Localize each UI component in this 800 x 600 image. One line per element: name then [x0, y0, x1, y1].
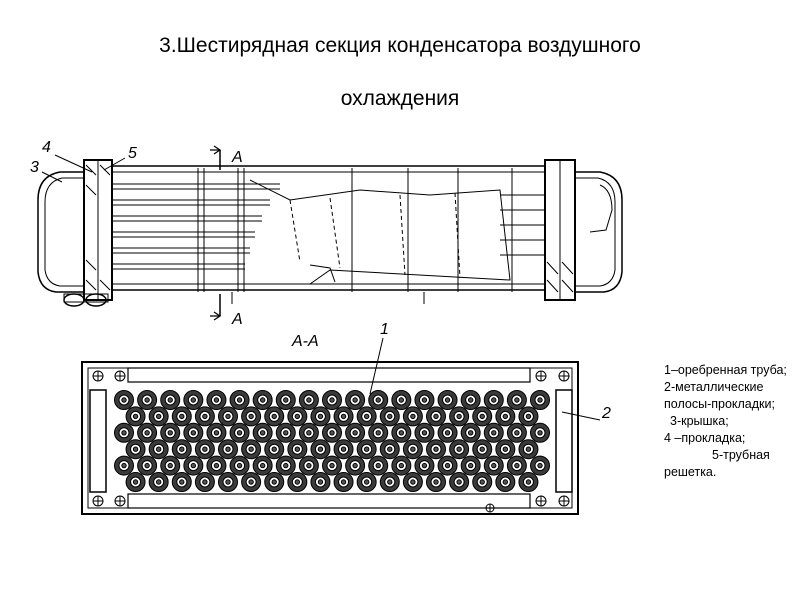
tube-core — [318, 480, 322, 484]
tube-core — [295, 480, 299, 484]
title-line-1: 3.Шестирядная секция конденсатора воздушного — [159, 34, 641, 57]
tube-core — [399, 463, 403, 467]
tube-core — [203, 447, 207, 451]
finned-tube-bundle — [115, 391, 550, 492]
tube-core — [249, 414, 253, 418]
tube-core — [214, 398, 218, 402]
tube-core — [284, 431, 288, 435]
tube-core — [364, 447, 368, 451]
tube-core — [353, 398, 357, 402]
tube-core — [214, 431, 218, 435]
tube-core — [445, 463, 449, 467]
legend-item-1: 1–оребренная труба; — [664, 363, 787, 377]
tube-core — [341, 447, 345, 451]
left-strip — [90, 390, 106, 492]
tube-core — [376, 463, 380, 467]
tube-core — [307, 398, 311, 402]
tube-core — [422, 463, 426, 467]
tube-core — [249, 480, 253, 484]
tube-core — [260, 431, 264, 435]
tube-core — [168, 431, 172, 435]
tube-core — [388, 480, 392, 484]
tube-core — [226, 480, 230, 484]
tube-core — [122, 398, 126, 402]
tube-core — [168, 398, 172, 402]
tube-core — [364, 480, 368, 484]
tube-core — [503, 447, 507, 451]
tube-core — [133, 414, 137, 418]
tube-lines — [112, 184, 545, 269]
tube-core — [260, 398, 264, 402]
tube-core — [214, 463, 218, 467]
tube-core — [156, 447, 160, 451]
tube-core — [411, 480, 415, 484]
tube-core — [180, 414, 184, 418]
callout-4: 4 — [42, 139, 51, 156]
tube-core — [457, 447, 461, 451]
tube-core — [237, 431, 241, 435]
tube-core — [434, 447, 438, 451]
tube-core — [515, 463, 519, 467]
tube-core — [307, 463, 311, 467]
tube-core — [133, 447, 137, 451]
tube-core — [249, 447, 253, 451]
tube-core — [411, 447, 415, 451]
tube-core — [272, 414, 276, 418]
tube-core — [445, 398, 449, 402]
callout-3: 3 — [30, 159, 39, 176]
tube-core — [226, 447, 230, 451]
tube-core — [480, 447, 484, 451]
tube-core — [376, 431, 380, 435]
tube-core — [388, 414, 392, 418]
tube-core — [191, 431, 195, 435]
tube-core — [526, 414, 530, 418]
tube-core — [145, 463, 149, 467]
tube-core — [538, 463, 542, 467]
tube-core — [237, 398, 241, 402]
tube-core — [457, 480, 461, 484]
tube-core — [318, 447, 322, 451]
tube-core — [330, 463, 334, 467]
tube-core — [445, 431, 449, 435]
tube-core — [468, 463, 472, 467]
tube-core — [203, 414, 207, 418]
tube-core — [411, 414, 415, 418]
tube-core — [376, 398, 380, 402]
legend — [664, 362, 798, 481]
tube-core — [191, 463, 195, 467]
tube-core — [399, 431, 403, 435]
tube-core — [180, 480, 184, 484]
tube-core — [203, 480, 207, 484]
tube-core — [284, 463, 288, 467]
tube-core — [492, 463, 496, 467]
tube-core — [145, 431, 149, 435]
tube-core — [503, 480, 507, 484]
tube-core — [156, 480, 160, 484]
tube-core — [295, 447, 299, 451]
tube-core — [468, 398, 472, 402]
callout-2: 2 — [602, 405, 611, 422]
tube-core — [434, 480, 438, 484]
legend-item-4: 4 –прокладка; — [664, 431, 746, 445]
tube-core — [353, 463, 357, 467]
tube-core — [191, 398, 195, 402]
tube-core — [480, 480, 484, 484]
tube-core — [364, 414, 368, 418]
tube-core — [307, 431, 311, 435]
tube-core — [272, 480, 276, 484]
tube-core — [422, 398, 426, 402]
tube-core — [284, 398, 288, 402]
cross-section-view — [82, 338, 600, 514]
tube-core — [145, 398, 149, 402]
tube-core — [237, 463, 241, 467]
tube-core — [226, 414, 230, 418]
legend-item-3: 3-крышка; — [670, 414, 729, 428]
callout-5: 5 — [128, 145, 137, 162]
tube-core — [318, 414, 322, 418]
tube-core — [492, 398, 496, 402]
tube-core — [272, 447, 276, 451]
tube-core — [133, 480, 137, 484]
tube-core — [526, 480, 530, 484]
tube-core — [515, 431, 519, 435]
legend-item-2: 2-металлические полосы-прокладки; — [664, 380, 775, 411]
right-strip — [556, 390, 572, 492]
tube-core — [341, 414, 345, 418]
tube-core — [295, 414, 299, 418]
callout-1: 1 — [380, 321, 389, 338]
tube-core — [503, 414, 507, 418]
tube-core — [538, 431, 542, 435]
tube-core — [388, 447, 392, 451]
tube-core — [122, 431, 126, 435]
tube-core — [168, 463, 172, 467]
section-mark-bottom: A — [232, 311, 243, 328]
tube-core — [260, 463, 264, 467]
tube-core — [538, 398, 542, 402]
tube-core — [330, 398, 334, 402]
section-title: A-A — [292, 333, 319, 350]
legend-item-5: 5-трубная решетка. — [664, 448, 770, 479]
section-mark-top: A — [232, 149, 243, 166]
tube-core — [330, 431, 334, 435]
tube-core — [526, 447, 530, 451]
tube-core — [341, 480, 345, 484]
tube-core — [480, 414, 484, 418]
tube-core — [457, 414, 461, 418]
tube-core — [122, 463, 126, 467]
tube-core — [399, 398, 403, 402]
longitudinal-view — [38, 146, 622, 320]
tube-core — [515, 398, 519, 402]
tube-core — [492, 431, 496, 435]
tube-core — [468, 431, 472, 435]
title-line-2: охлаждения — [340, 87, 460, 110]
tube-core — [353, 431, 357, 435]
tube-core — [180, 447, 184, 451]
tube-core — [434, 414, 438, 418]
tube-core — [156, 414, 160, 418]
tube-core — [422, 431, 426, 435]
